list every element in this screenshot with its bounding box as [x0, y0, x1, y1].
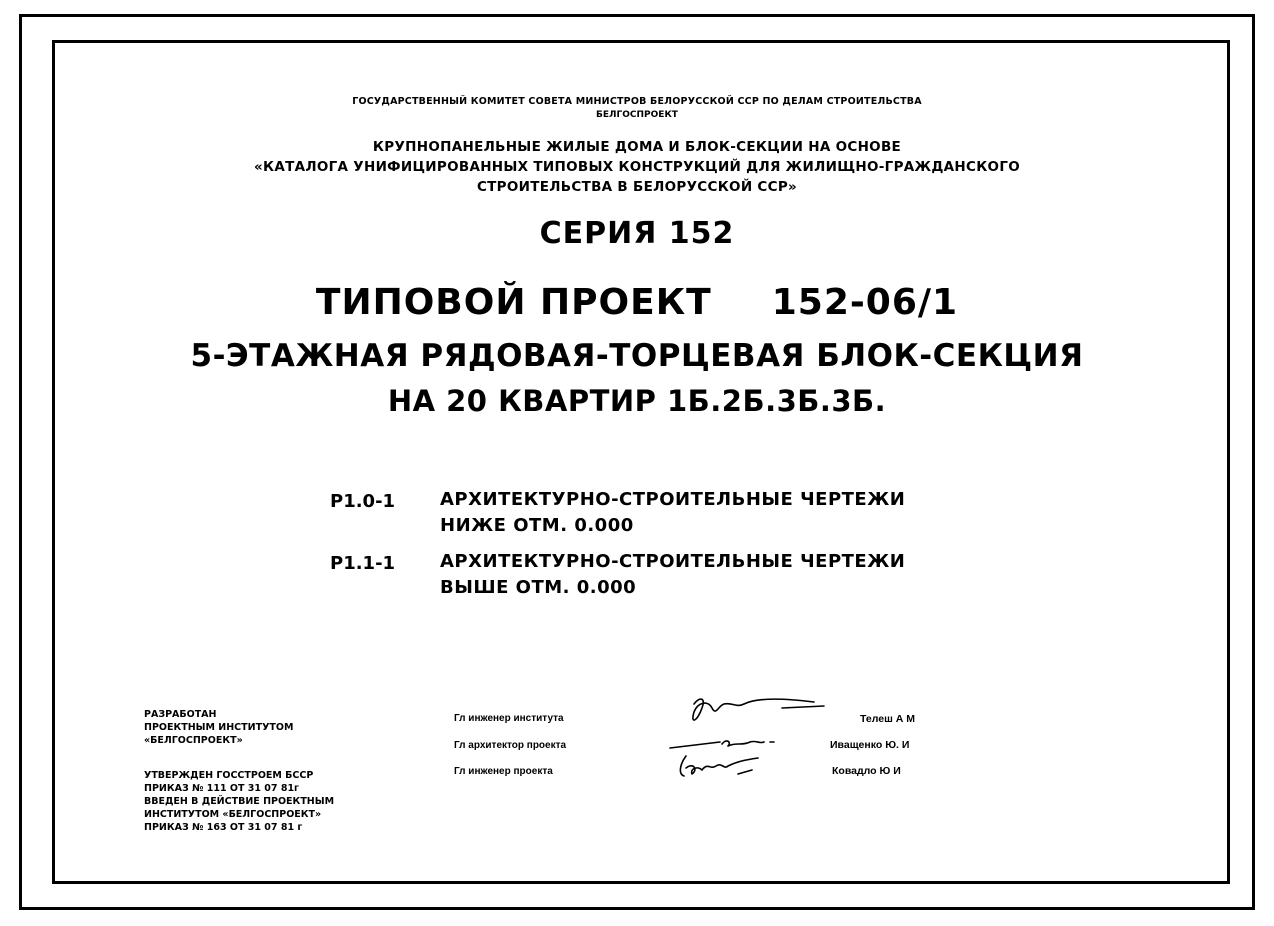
drawing-title-1: АРХИТЕКТУРНО-СТРОИТЕЛЬНЫЕ ЧЕРТЕЖИ — [440, 489, 906, 510]
signatory-role-1: Гл инженер института — [454, 713, 564, 724]
signatures-handwritten — [664, 692, 834, 788]
signatory-role-3: Гл инженер проекта — [454, 766, 553, 777]
drawing-code-1: Р1.0-1 — [330, 491, 396, 512]
approved-line-2: ПРИКАЗ № 111 ОТ 31 07 81г — [144, 783, 300, 794]
developed-line-3: «БЕЛГОСПРОЕКТ» — [144, 735, 243, 746]
developed-line-2: ПРОЕКТНЫМ ИНСТИТУТОМ — [144, 722, 294, 733]
project-number: 152-06/1 — [771, 282, 959, 323]
signatory-name-1: Телеш А М — [860, 713, 916, 725]
project-title — [0, 282, 1274, 323]
approved-block — [144, 769, 334, 834]
committee-title: ГОСУДАРСТВЕННЫЙ КОМИТЕТ СОВЕТА МИНИСТРОВ БЕЛОРУССКОЙ ССР ПО ДЕЛАМ СТРОИТЕЛЬСТВА — [352, 96, 922, 107]
signature-telesh — [693, 699, 824, 720]
project-label: ТИПОВОЙ ПРОЕКТ — [315, 282, 712, 323]
catalog-line-2: «КАТАЛОГА УНИФИЦИРОВАННЫХ ТИПОВЫХ КОНСТРУКЦИЙ ДЛЯ ЖИЛИЩНО-ГРАЖДАНСКОГО — [253, 159, 1021, 175]
approved-line-4: ИНСТИТУТОМ «БЕЛГОСПРОЕКТ» — [144, 809, 322, 820]
signature-ivashchenko — [670, 741, 774, 748]
project-description-1: 5-ЭТАЖНАЯ РЯДОВАЯ-ТОРЦЕВАЯ БЛОК-СЕКЦИЯ — [190, 338, 1084, 374]
approved-line-3: ВВЕДЕН В ДЕЙСТВИЕ ПРОЕКТНЫМ — [144, 796, 335, 807]
organization-title: БЕЛГОСПРОЕКТ — [596, 110, 678, 120]
developed-line-1: РАЗРАБОТАН — [144, 709, 217, 720]
catalog-line-3: СТРОИТЕЛЬСТВА В БЕЛОРУССКОЙ ССР» — [476, 179, 798, 195]
drawing-title-2: АРХИТЕКТУРНО-СТРОИТЕЛЬНЫЕ ЧЕРТЕЖИ — [440, 551, 906, 572]
signature-kovadlo — [680, 756, 758, 776]
approved-line-1: УТВЕРЖДЕН ГОССТРОЕМ БССР — [144, 770, 314, 781]
drawing-code-2: Р1.1-1 — [330, 553, 396, 574]
approved-line-5: ПРИКАЗ № 163 ОТ 31 07 81 г — [144, 822, 303, 833]
drawing-subtitle-1: НИЖЕ ОТМ. 0.000 — [440, 515, 634, 536]
signatory-role-2: Гл архитектор проекта — [454, 740, 567, 751]
drawing-subtitle-2: ВЫШЕ ОТМ. 0.000 — [440, 577, 637, 598]
project-description-2: НА 20 КВАРТИР 1Б.2Б.3Б.3Б. — [387, 384, 887, 418]
signatory-name-3: Ковадло Ю И — [832, 765, 901, 777]
signatory-name-2: Иващенко Ю. И — [830, 739, 910, 751]
developed-block — [144, 708, 293, 747]
series-title: СЕРИЯ 152 — [539, 216, 735, 251]
catalog-line-1: КРУПНОПАНЕЛЬНЫЕ ЖИЛЫЕ ДОМА И БЛОК-СЕКЦИИ НА ОСНОВЕ — [372, 139, 902, 155]
